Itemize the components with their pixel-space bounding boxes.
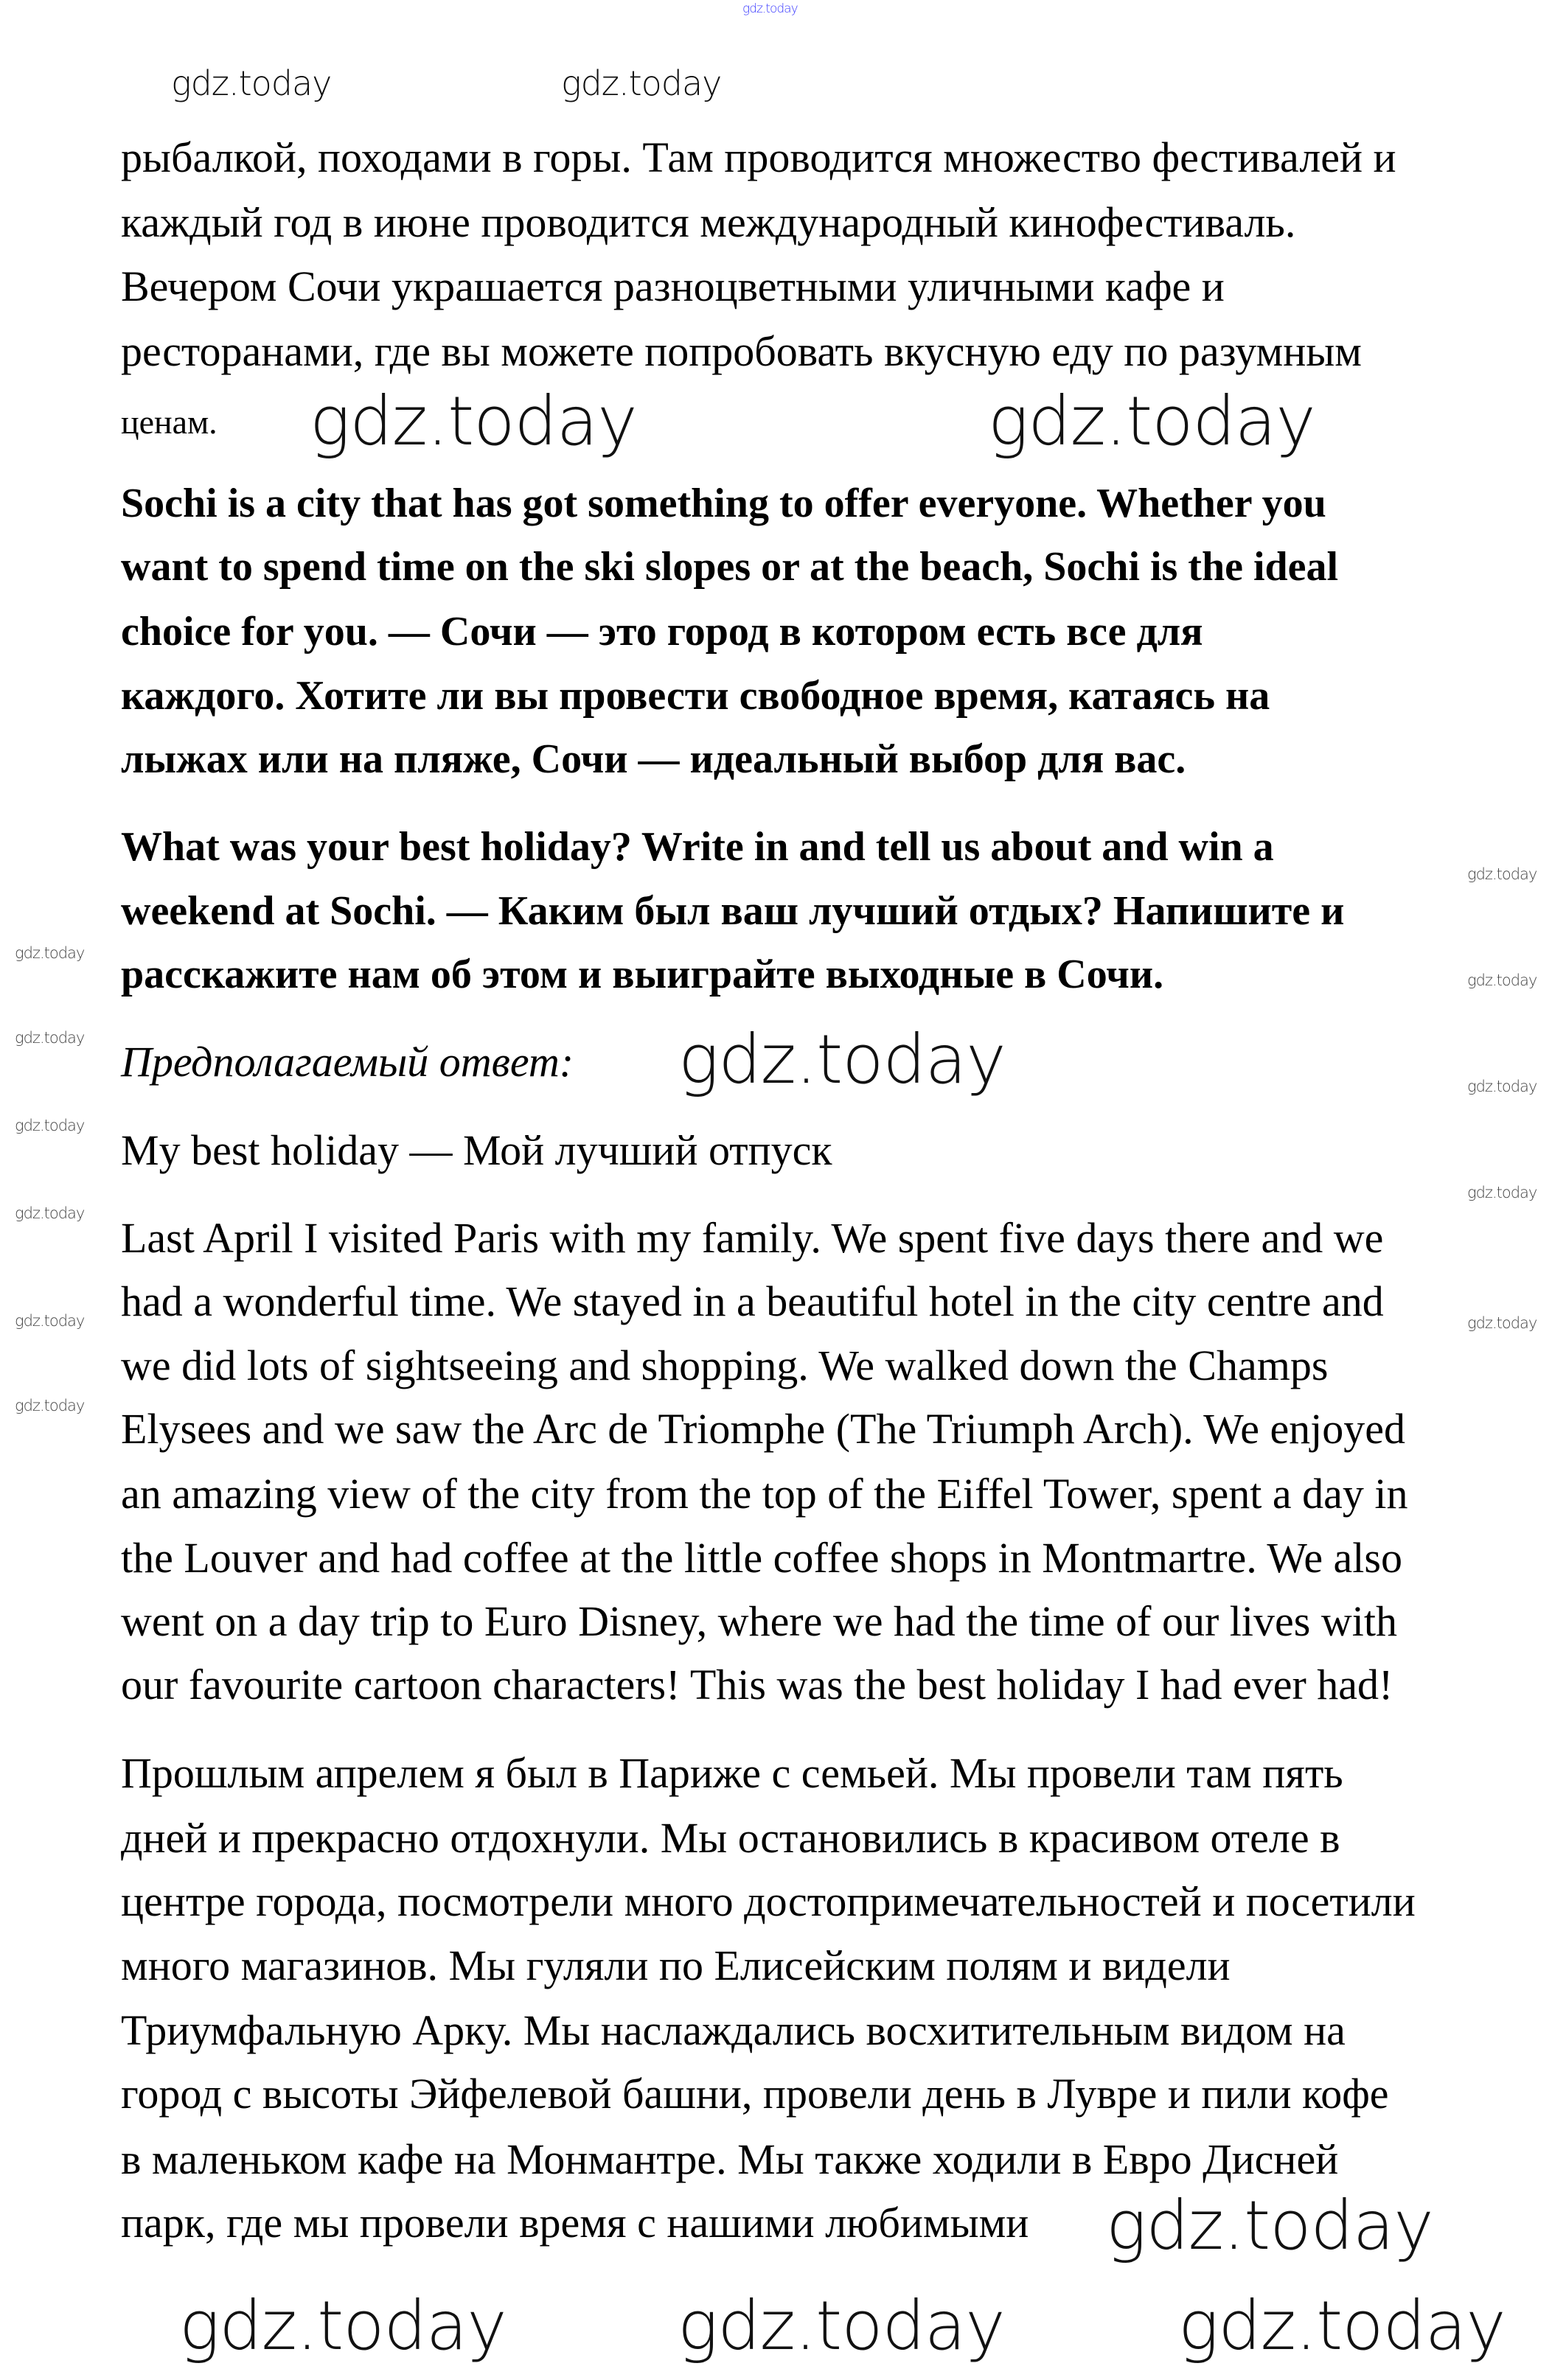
text-line: каждый год в июне проводится международный кинофестиваль. [121, 198, 1296, 246]
text-line: каждого. Хотите ли вы провести свободное время, катаясь на [121, 673, 1270, 719]
text-line: want to spend time on the ski slopes or at the beach, Sochi is the ideal [121, 544, 1339, 590]
watermark: gdz.today [678, 1020, 1006, 1099]
answer-label: Предполагаемый ответ: [121, 1038, 574, 1086]
watermark: gdz.today [15, 1117, 85, 1134]
watermark: gdz.today [678, 2286, 1005, 2365]
text-line: our favourite cartoon characters! This was the best holiday I had ever had! [121, 1661, 1393, 1709]
text-line: лыжах или на пляже, Сочи — идеальный выбор для вас. [121, 736, 1186, 782]
text-line: choice for you. — Сочи — это город в котором есть все для [121, 609, 1203, 655]
watermark: gdz.today [742, 1, 798, 16]
text-line: много магазинов. Мы гуляли по Елисейским полям и видели [121, 1941, 1231, 1989]
text-line: парк, где мы провели время с нашими любимыми [121, 2199, 1029, 2247]
text-line: ценам. [121, 403, 218, 441]
watermark: gdz.today [15, 1312, 85, 1330]
text-line: Last April I visited Paris with my family. We spent five days there and we [121, 1214, 1384, 1262]
watermark: gdz.today [1467, 971, 1537, 989]
text-line: weekend at Sochi. — Каким был ваш лучший отдых? Напишите и [121, 888, 1345, 934]
text-line: в маленьком кафе на Монмантре. Мы также ходили в Евро Дисней [121, 2135, 1339, 2183]
watermark: gdz.today [561, 63, 722, 103]
text-line: город с высоты Эйфелевой башни, провели день в Лувре и пили кофе [121, 2070, 1389, 2118]
text-line: дней и прекрасно отдохнули. Мы остановились в красивом отеле в [121, 1814, 1340, 1862]
text-line: Вечером Сочи украшается разноцветными уличными кафе и [121, 262, 1225, 310]
watermark: gdz.today [1106, 2186, 1433, 2265]
text-line: Elysees and we saw the Arc de Triomphe (The Triumph Arch). We enjoyed [121, 1405, 1406, 1453]
text-line: had a wonderful time. We stayed in a beautiful hotel in the city centre and [121, 1277, 1384, 1325]
watermark: gdz.today [1467, 1078, 1537, 1095]
watermark: gdz.today [988, 382, 1315, 461]
text-line: Триумфальную Арку. Мы наслаждались восхитительным видом на [121, 2006, 1346, 2054]
text-line: went on a day trip to Euro Disney, where we had the time of our lives with [121, 1597, 1397, 1645]
text-line: What was your best holiday? Write in and tell us about and win a [121, 824, 1274, 870]
text-line: we did lots of sightseeing and shopping. We walked down the Champs [121, 1341, 1329, 1389]
watermark: gdz.today [1467, 1314, 1537, 1332]
text-line: ресторанами, где вы можете попробовать вкусную еду по разумным [121, 327, 1362, 375]
watermark: gdz.today [1178, 2286, 1506, 2365]
text-line: центре города, посмотрели много достопримечательностей и посетили [121, 1877, 1416, 1925]
text-line: My best holiday — Мой лучший отпуск [121, 1126, 832, 1174]
watermark: gdz.today [15, 1204, 85, 1222]
watermark: gdz.today [1467, 1184, 1537, 1201]
text-line: the Louver and had coffee at the little coffee shops in Montmartre. We also [121, 1534, 1402, 1582]
watermark: gdz.today [1467, 865, 1537, 883]
text-line: рыбалкой, походами в горы. Там проводится множество фестивалей и [121, 133, 1396, 181]
text-line: Sochi is a city that has got something to offer everyone. Whether you [121, 481, 1326, 526]
watermark: gdz.today [15, 944, 85, 962]
text-line: расскажите нам об этом и выиграйте выходные в Сочи. [121, 952, 1164, 997]
watermark: gdz.today [310, 382, 637, 461]
watermark: gdz.today [171, 63, 332, 103]
text-line: an amazing view of the city from the top of the Eiffel Tower, spent a day in [121, 1470, 1408, 1518]
text-line: Прошлым апрелем я был в Париже с семьей. Мы провели там пять [121, 1749, 1343, 1797]
watermark: gdz.today [179, 2286, 507, 2365]
watermark: gdz.today [15, 1029, 85, 1047]
watermark: gdz.today [15, 1397, 85, 1414]
